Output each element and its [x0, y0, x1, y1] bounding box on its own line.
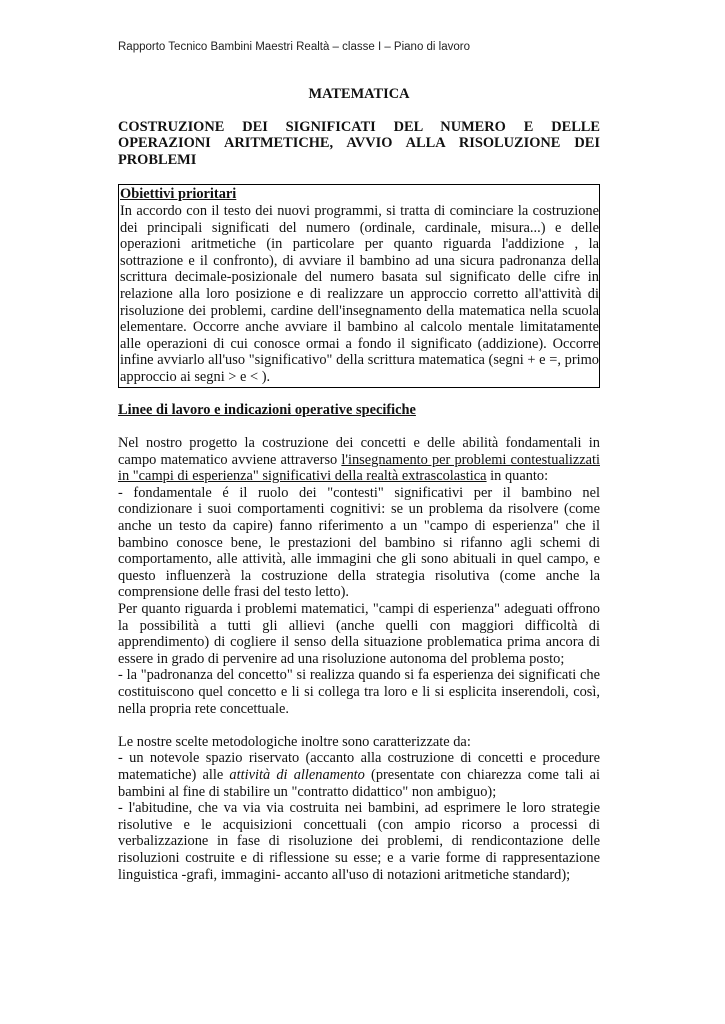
italic-phrase: attività di allenamento: [229, 766, 365, 783]
page-title: MATEMATICA: [308, 86, 410, 102]
paragraph-methodology: Le nostre scelte metodologiche inoltre sono caratterizzate da:: [118, 733, 471, 750]
paragraph-intro-start: Nel nostro progetto la costruzione dei concetti e delle abilità fondamentali in campo matematico avviene attraverso: [118, 435, 600, 468]
paragraph-problems: Per quanto riguarda i problemi matematici, "campi di esperienza" adeguati offrono la possibilità a tutti gli allievi (anche quelli con maggiori difficoltà di apprendimento) di cogliere il senso della situazione problematica prima ancora di essere in grado di pervenire ad una risoluzione autonoma del problema posto;: [118, 601, 600, 667]
objectives-title: Obiettivi prioritari: [120, 186, 237, 203]
paragraph-intro-end: in quanto:: [486, 468, 549, 485]
paragraph-habit: - l'abitudine, che va via via costruita nei bambini, ad esprimere le loro strategie risolutive e le acquisizioni concettuali (con ampio ricorso a processi di verbalizzazione in fase di risoluzione dei problemi, di rendicontazione delle risoluzioni costruite e di riflessione su esse; e a varie forme di rappresentazione linguistica -grafi, immagini- accanto all'uso di notazioni aritmetiche standard);: [118, 800, 600, 883]
running-header: Rapporto Tecnico Bambini Maestri Realtà – classe I – Piano di lavoro: [118, 41, 470, 53]
paragraph-contexts: - fondamentale é il ruolo dei "contesti" significativi per il bambino nel condizionare i suoi comportamenti cognitivi: se un problema da risolvere (come anche un testo da capire) fanno riferimento a un "campo di esperienza" che il bambino conosce bene, le prestazioni del bambino si rifanno agli schemi di comportamento, alle attività, alle immagini che gli sono abituali in quel campo, e questo influenzerà la costruzione della strategia risolutiva (come anche la comprensione delle frasi del testo letto).: [118, 484, 600, 601]
paragraph-intro: [118, 435, 600, 485]
objectives-box: [118, 184, 600, 387]
section-heading: Linee di lavoro e indicazioni operative specifiche: [118, 401, 416, 418]
spacer: [118, 717, 600, 734]
document-subtitle: COSTRUZIONE DEI SIGNIFICATI DEL NUMERO E DELLE OPERAZIONI ARITMETICHE, AVVIO ALLA RISOLUZIONE DEI PROBLEMI: [118, 118, 600, 168]
paragraph-training-start: - un notevole spazio riservato (accanto alla costruzione di concetti e procedure matematiche) alle: [118, 750, 600, 783]
paragraph-training-end: (presentate con chiarezza come tali ai bambini al fine di stabilire un "contratto didattico" non ambiguo);: [118, 766, 600, 800]
paragraph-concept-mastery: - la "padronanza del concetto" si realizza quando si fa esperienza dei significati che costituiscono quel concetto e li si collega tra loro e li si esplicita inserendoli, così, nella propria rete concettuale.: [118, 667, 600, 717]
underlined-phrase: l'insegnamento per problemi contestualizzati in "campi di esperienza" significativi della realtà extrascolastica: [118, 451, 600, 485]
objectives-text: In accordo con il testo dei nuovi programmi, si tratta di cominciare la costruzione dei principali significati del numero (ordinale, cardinale, misura...) e delle operazioni aritmetiche (in particolare per quanto riguarda l'addizione , la sottrazione e il confronto), di avviare il bambino ad una sicura padronanza della scrittura decimale-posizionale del numero basata sul significato delle cifre in relazione alla loro posizione e di realizzare un approccio corretto all'attività di risoluzione dei problemi, cardine dell'insegnamento della matematica nella scuola elementare. Occorre anche avviare il bambino al calcolo mentale limitatamente alle operazioni di cui conosce ormai a fondo il significato (addizione). Occorre infine avviarlo all'uso "significativo" della scrittura matematica (segni + e =, primo approccio ai segni > e < ).: [120, 202, 599, 385]
paragraph-training: [118, 750, 600, 800]
document-body: [118, 86, 600, 883]
